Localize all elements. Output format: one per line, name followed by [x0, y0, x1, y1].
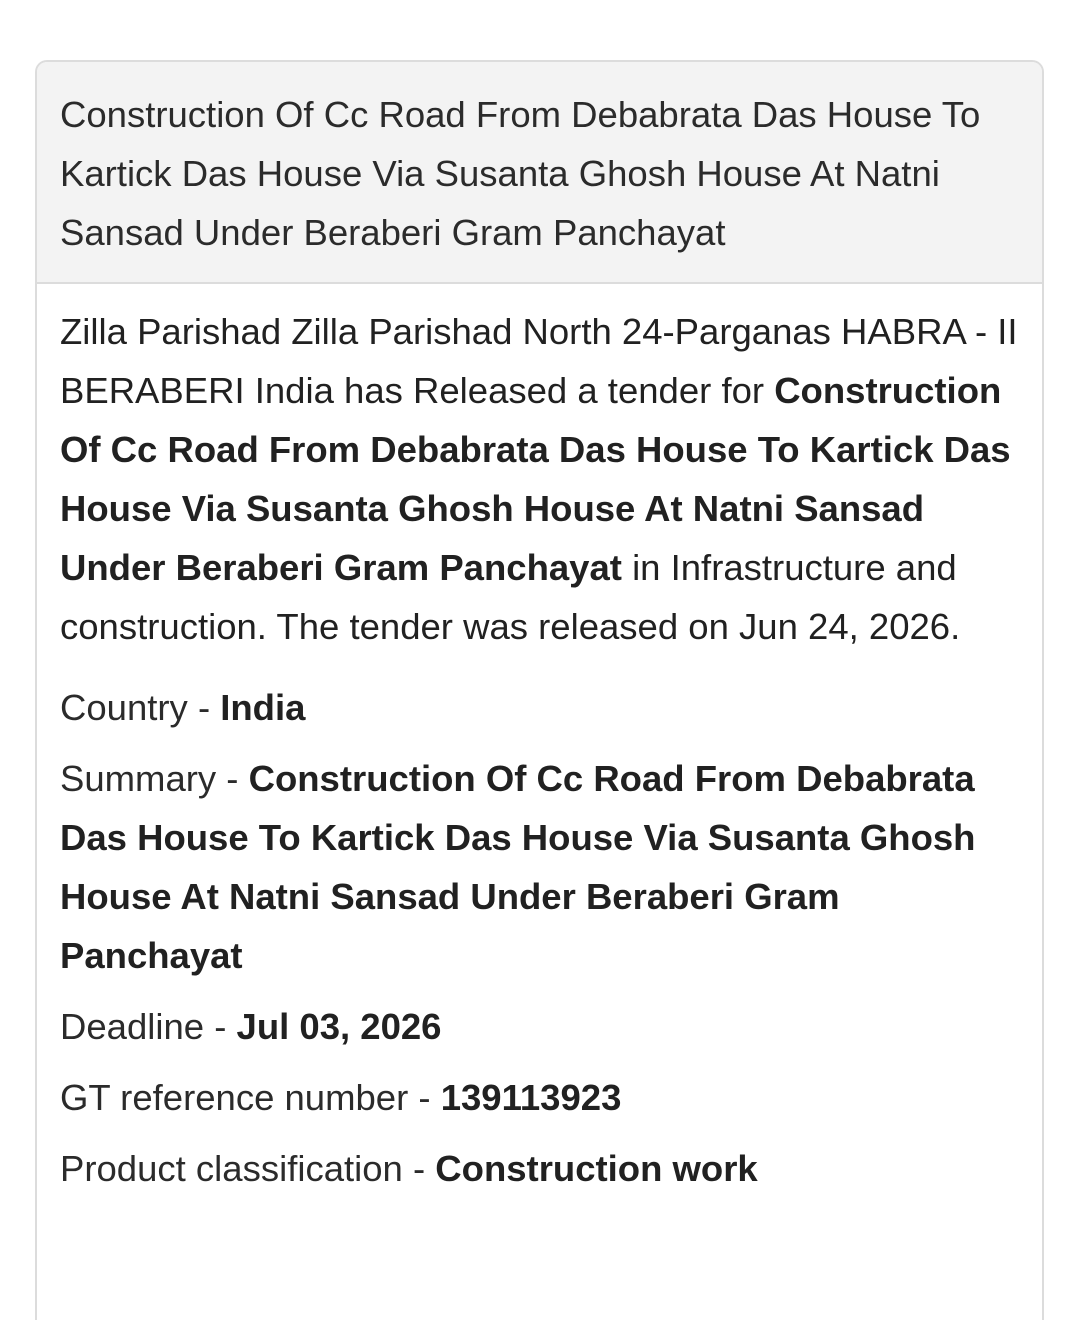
deadline-value: Jul 03, 2026: [236, 1006, 442, 1047]
tender-title: Construction Of Cc Road From Debabrata Das House To Kartick Das House Via Susanta Ghosh House At Natni Sansad Under Beraberi Gram Panchayat: [60, 94, 981, 253]
tender-card-header: [37, 62, 1042, 284]
summary-value: Construction Of Cc Road From Debabrata Das House To Kartick Das House Via Susanta Ghosh House At Natni Sansad Under Beraberi Gram Panchayat: [60, 758, 976, 976]
product-classification-field: [60, 1139, 1018, 1198]
tender-description: [60, 302, 1018, 656]
deadline-label: Deadline -: [60, 1006, 237, 1047]
tender-card-body: [37, 284, 1042, 1198]
gt-reference-value: 139113923: [440, 1077, 622, 1118]
summary-label: Summary -: [60, 758, 249, 799]
tender-description-prefix: Zilla Parishad Zilla Parishad North 24-Parganas HABRA - II BERABERI India has Released a tender for: [60, 311, 1018, 411]
country-field: [60, 678, 1018, 737]
summary-field: [60, 749, 1018, 985]
gt-reference-field: [60, 1068, 1018, 1127]
gt-reference-label: GT reference number -: [60, 1077, 441, 1118]
tender-card: [35, 60, 1044, 1320]
country-value: India: [220, 687, 306, 728]
product-classification-value: Construction work: [435, 1148, 758, 1189]
country-label: Country -: [60, 687, 221, 728]
tender-description-title: Construction Of Cc Road From Debabrata Das House To Kartick Das House Via Susanta Ghosh House At Natni Sansad Under Beraberi Gram Panchayat: [60, 370, 1011, 588]
deadline-field: [60, 997, 1018, 1056]
tender-description-suffix: in Infrastructure and construction. The tender was released on Jun 24, 2026.: [60, 547, 961, 647]
product-classification-label: Product classification -: [60, 1148, 436, 1189]
